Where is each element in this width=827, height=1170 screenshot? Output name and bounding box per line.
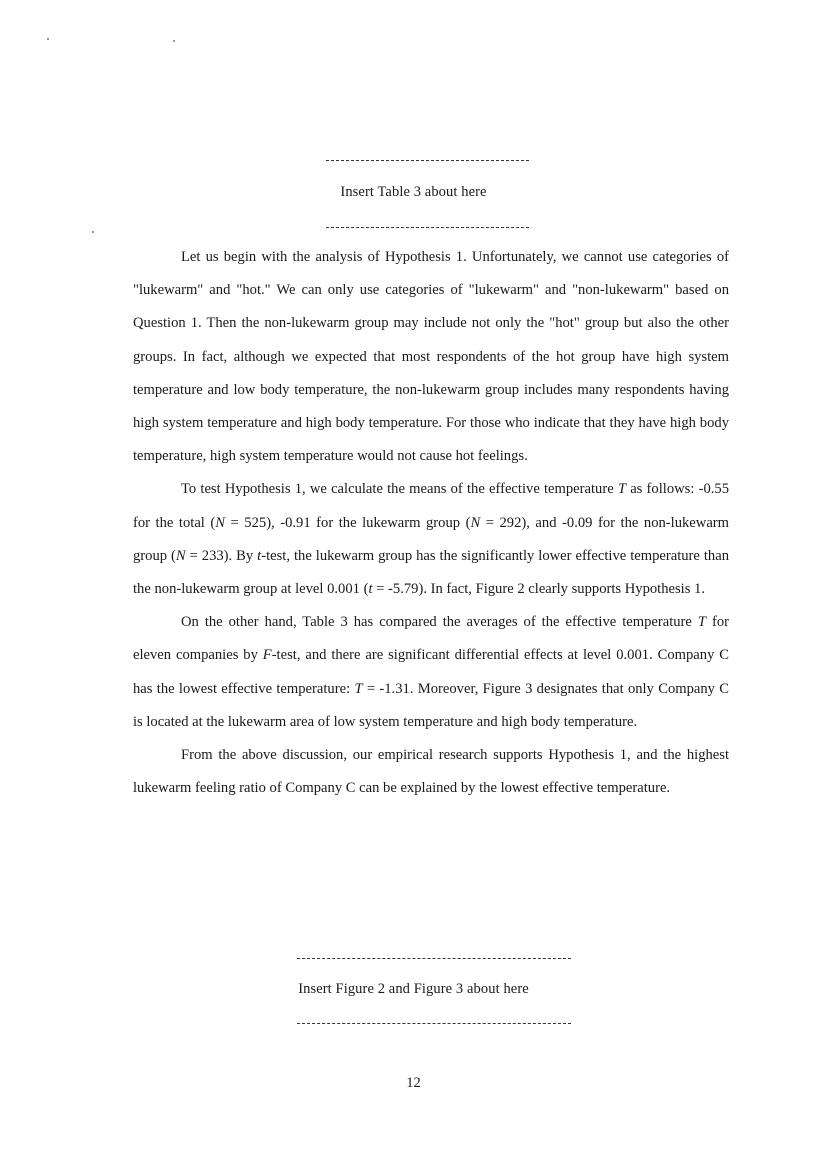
paragraph: Let us begin with the analysis of Hypothesis 1. Unfortunately, we cannot use categories of "lukewarm" and "hot." We can only use categories of "lukewarm" and "non-lukewarm" based on Question 1. Then the non-lukewarm group may include not only the "hot" group but also the other groups. In fact, although we expected that most respondents of the hot group have high system temperature and low body temperature, the non-lukewarm group includes many respondents having high system temperature and high body temperature. For those who indicate that they have high body temperature, high system temperature would not cause hot feelings.	[133, 249, 729, 465]
divider-line	[326, 160, 529, 161]
text-run: On the other hand, Table 3 has compared the averages of the effective temperature	[181, 614, 698, 631]
paragraph	[133, 606, 729, 739]
math-variable: N	[215, 514, 225, 531]
divider-line	[326, 227, 529, 228]
body-text	[133, 241, 729, 805]
text-run: = 233). By	[185, 547, 258, 564]
math-variable: T	[617, 481, 626, 498]
text-run: = 525), -0.91 for the lukewarm group (	[225, 514, 471, 531]
math-variable: N	[175, 547, 186, 564]
text-run: as follows: -0.55 for the total (	[133, 481, 729, 531]
scan-speck	[173, 40, 175, 42]
text-run: = 292), and -0.09 for the non-lukewarm group (	[133, 514, 730, 564]
text-run: To test Hypothesis 1, we calculate the means of the effective temperature	[181, 481, 618, 498]
divider-line	[297, 958, 571, 959]
text-run: = -1.31. Moreover, Figure 3 designates that only Company C is located at the lukewarm area of low system temperature and high body temperature.	[133, 680, 730, 730]
math-variable: t	[368, 581, 373, 598]
math-variable: T	[354, 680, 363, 697]
scan-speck	[47, 38, 49, 40]
page-number: 12	[406, 1075, 421, 1091]
math-variable: N	[470, 514, 481, 531]
paragraph: From the above discussion, our empirical research supports Hypothesis 1, and the highest lukewarm feeling ratio of Company C can be explained by the lowest effective temperature.	[133, 747, 729, 797]
math-variable: T	[697, 614, 706, 631]
scan-speck	[92, 231, 94, 233]
insert-table-note: Insert Table 3 about here	[340, 184, 487, 200]
divider-line	[297, 1023, 571, 1024]
insert-figure-note: Insert Figure 2 and Figure 3 about here	[298, 981, 529, 997]
text-run: = -5.79). In fact, Figure 2 clearly supports Hypothesis 1.	[372, 581, 706, 598]
text-run: -test, the lukewarm group has the significantly lower effective temperature than the non-lukewarm group at level 0.001 (	[133, 547, 729, 598]
math-variable: t	[257, 547, 262, 564]
math-variable: F	[262, 647, 272, 664]
paragraph	[133, 473, 729, 606]
text-run: -test, and there are significant differential effects at level 0.001. Company C has the lowest effective temperature:	[133, 647, 729, 697]
text-run: for eleven companies by	[133, 614, 729, 664]
